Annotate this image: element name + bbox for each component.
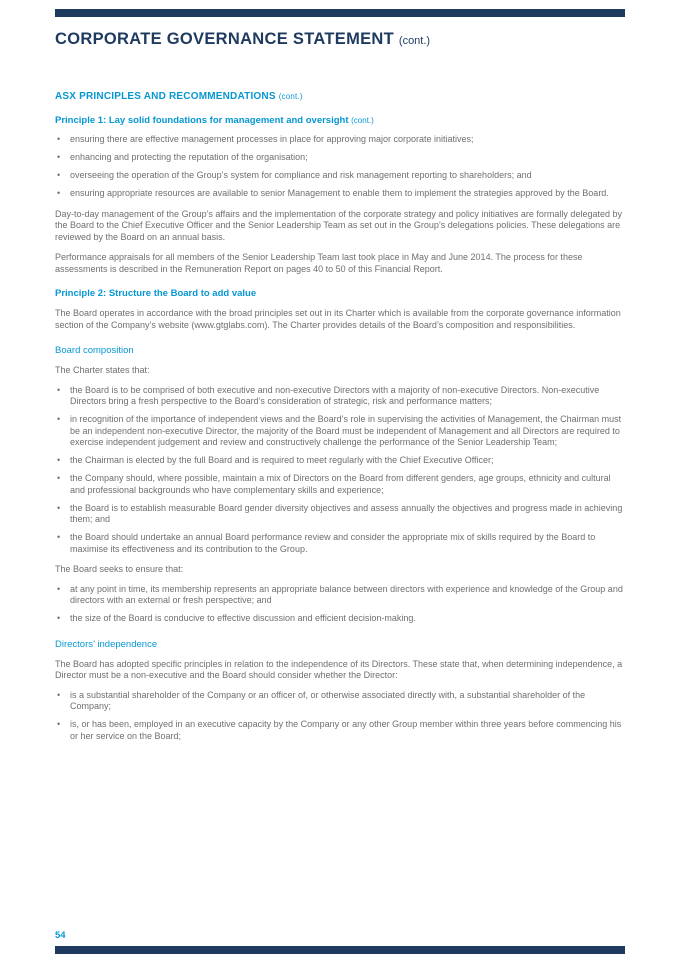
bullet-item: • the Board is to be comprised of both executive and non-executive Directors with a majority of non-executive Directors. Non-executive Directors bring a fresh perspective to the Board’s consideration of strategic, risk and performance matters; bbox=[55, 385, 625, 408]
cont-label: (cont.) bbox=[351, 116, 374, 125]
bullet-item: • is a substantial shareholder of the Company or an officer of, or otherwise associated directly with, a substantial shareholder of the Company; bbox=[55, 690, 625, 713]
page-title bbox=[55, 30, 625, 49]
bullet-item: • the size of the Board is conducive to effective discussion and efficient decision-making. bbox=[55, 613, 625, 625]
bullet-list bbox=[55, 690, 625, 743]
section-heading bbox=[55, 91, 625, 102]
top-rule-bar bbox=[55, 9, 625, 17]
sub-heading bbox=[55, 345, 625, 356]
page-content bbox=[55, 17, 625, 749]
bullet-item: • the Chairman is elected by the full Board and is required to meet regularly with the Chief Executive Officer; bbox=[55, 455, 625, 467]
bullet-item: • at any point in time, its membership represents an appropriate balance between directors with experience and knowledge of the Group and directors with an external or fresh perspective; and bbox=[55, 584, 625, 607]
page-number: 54 bbox=[55, 930, 66, 941]
cont-label: (cont.) bbox=[278, 92, 303, 101]
heading-text: ASX PRINCIPLES AND RECOMMENDATIONS bbox=[55, 91, 276, 102]
bullet-item: • overseeing the operation of the Group’s system for compliance and risk management reporting to shareholders; and bbox=[55, 170, 625, 182]
principle-heading bbox=[55, 288, 625, 299]
heading-text: Board composition bbox=[55, 345, 134, 356]
bullet-item: • ensuring there are effective management processes in place for approving major corporate initiatives; bbox=[55, 134, 625, 146]
paragraph: The Board has adopted specific principles in relation to the independence of its Directors. These state that, when determining independence, a Director must be a non-executive and the Board should consider whether the Director: bbox=[55, 658, 623, 680]
principle-heading bbox=[55, 115, 625, 126]
sub-heading bbox=[55, 639, 625, 650]
bullet-list bbox=[55, 385, 625, 556]
bullet-item: • the Board should undertake an annual Board performance review and consider the appropriate mix of skills required by the Board to maximise its effectiveness and its contribution to the Group. bbox=[55, 532, 625, 555]
paragraph: The Charter states that: bbox=[55, 365, 150, 375]
bullet-item: • in recognition of the importance of independent views and the Board’s role in supervising the activities of Management, the Chairman must be an independent non-executive Director, the majority of the Board must be independent of Management and all Directors are required to exercise independent judgement and review and constructively challenge the performance of the Senior Leadership Team; bbox=[55, 414, 625, 449]
bottom-rule-bar bbox=[55, 946, 625, 954]
paragraph: Day-to-day management of the Group’s affairs and the implementation of the corporate strategy and policy initiatives are formally delegated by the Board to the Chief Executive Officer and the Senior Leadership Team as set out in the Group’s delegations policies. These delegations are reviewed by the Board on an annual basis. bbox=[55, 208, 622, 242]
bullet-item: • enhancing and protecting the reputation of the organisation; bbox=[55, 152, 625, 164]
paragraph: The Board operates in accordance with the broad principles set out in its Charter which is available from the corporate governance information section of the Company’s website (www.gtglabs.com). The Charter provides details of the Board’s composition and responsibilities. bbox=[55, 308, 621, 330]
heading-text: Principle 1: Lay solid foundations for management and oversight bbox=[55, 115, 349, 126]
paragraph: The Board seeks to ensure that: bbox=[55, 564, 184, 574]
page-title-text: CORPORATE GOVERNANCE STATEMENT bbox=[55, 30, 395, 48]
bullet-list bbox=[55, 584, 625, 625]
heading-text: Principle 2: Structure the Board to add value bbox=[55, 288, 257, 299]
bullet-list bbox=[55, 134, 625, 200]
bullet-item: • the Board is to establish measurable Board gender diversity objectives and assess annually the objectives and progress made in achieving them; and bbox=[55, 503, 625, 526]
heading-text: Directors’ independence bbox=[55, 638, 158, 650]
bullet-item: • the Company should, where possible, maintain a mix of Directors on the Board from different genders, age groups, ethnicity and cultural and professional backgrounds who have complementary skills and experience; bbox=[55, 473, 625, 496]
document-body bbox=[55, 91, 625, 742]
page-title-cont-label: (cont.) bbox=[398, 35, 431, 47]
bullet-item: • ensuring appropriate resources are available to senior Management to enable them to implement the strategies approved by the Board. bbox=[55, 188, 625, 200]
paragraph: Performance appraisals for all members of the Senior Leadership Team last took place in May and June 2014. The process for these assessments is described in the Remuneration Report on pages 40 to 50 of this Financial Report. bbox=[55, 252, 583, 274]
bullet-item: • is, or has been, employed in an executive capacity by the Company or any other Group member within three years before commencing his or her service on the Board; bbox=[55, 719, 625, 742]
